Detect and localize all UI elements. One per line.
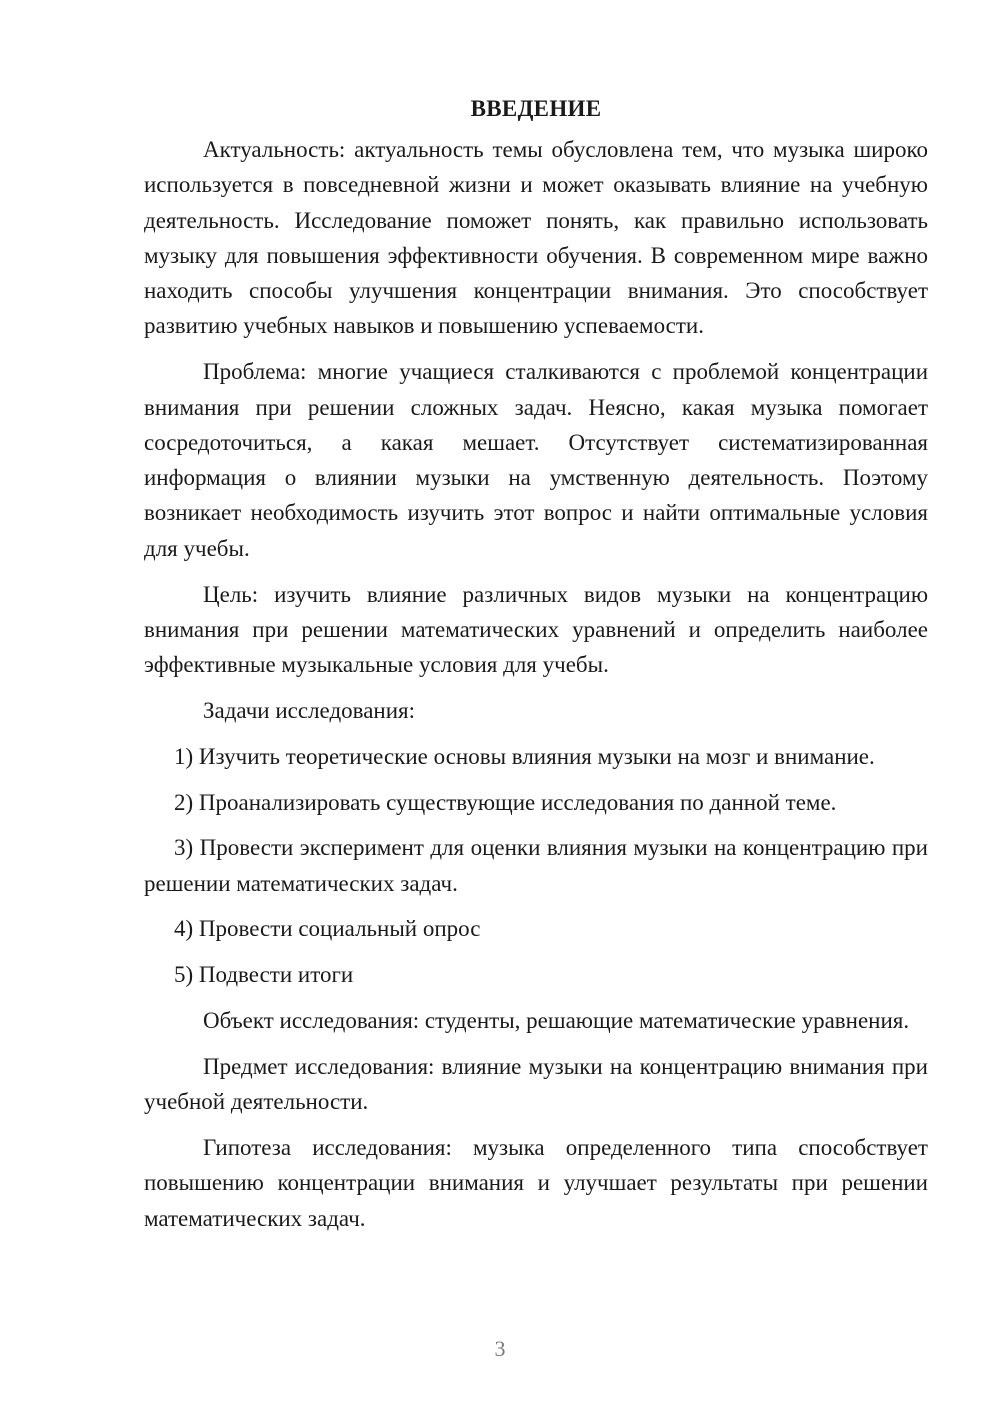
object-paragraph: Объект исследования: студенты, решающие математические уравнения. xyxy=(203,1008,910,1034)
problem-paragraph: Проблема: многие учащиеся сталкиваются с проблемой концентрации внимания при решении сложных задач. Неясно, какая музыка помогает сосредоточиться, а какая мешает. Отсутствует систематизированная информация о влиянии музыки на умственную деятельность. Поэтому возникает необходимость изучить этот вопрос и найти оптимальные условия для учебы. xyxy=(144,359,928,561)
page-number: 3 xyxy=(494,1336,506,1361)
relevance-paragraph: Актуальность: актуальность темы обусловлена тем, что музыка широко используется в повседневной жизни и может оказывать влияние на учебную деятельность. Исследование поможет понять, как правильно использовать музыку для повышения эффективности обучения. В современном мире важно находить способы улучшения концентрации внимания. Это способствует развитию учебных навыков и повышению успеваемости. xyxy=(144,137,928,339)
goal-paragraph: Цель: изучить влияние различных видов музыки на концентрацию внимания при решении математических уравнений и определить наиболее эффективные музыкальные условия для учебы. xyxy=(144,581,928,678)
task-item-4: 4) Провести социальный опрос xyxy=(174,916,481,942)
task-item-3: 3) Провести эксперимент для оценки влияния музыки на концентрацию при решении математических задач. xyxy=(144,835,928,896)
document-page xyxy=(144,94,928,1246)
task-item-2: 2) Проанализировать существующие исследования по данной теме. xyxy=(174,789,837,815)
task-item-1: 1) Изучить теоретические основы влияния музыки на мозг и внимание. xyxy=(174,743,875,769)
subject-paragraph: Предмет исследования: влияние музыки на концентрацию внимания при учебной деятельности. xyxy=(144,1053,928,1115)
hypothesis-paragraph: Гипотеза исследования: музыка определенного типа способствует повышению концентрации внимания и улучшает результаты при решении математических задач. xyxy=(144,1134,928,1231)
tasks-heading: Задачи исследования: xyxy=(203,697,416,723)
task-item-5: 5) Подвести итоги xyxy=(174,962,354,988)
section-heading: ВВЕДЕНИЕ xyxy=(470,96,602,121)
